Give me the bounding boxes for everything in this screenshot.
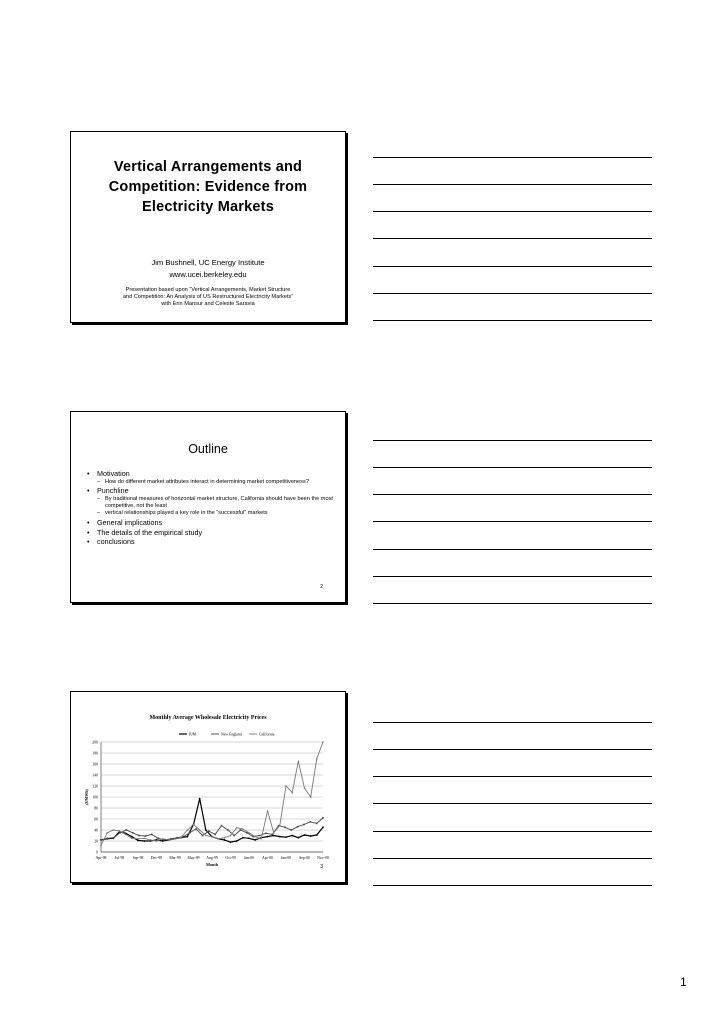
- x-tick-label: Nov-00: [317, 856, 329, 860]
- data-point: [145, 835, 147, 837]
- data-point: [195, 828, 197, 830]
- data-point: [271, 834, 273, 836]
- slide-2: [70, 411, 346, 603]
- y-tick-label: 100: [92, 795, 98, 800]
- data-point: [303, 824, 305, 826]
- data-point: [189, 832, 191, 834]
- data-point: [151, 834, 153, 836]
- data-point: [267, 810, 269, 812]
- data-point: [143, 840, 145, 842]
- slide-number: 3: [320, 864, 323, 870]
- x-tick-label: Jan-00: [243, 856, 255, 860]
- y-tick-label: 160: [92, 762, 98, 767]
- data-point: [227, 829, 229, 831]
- data-point: [162, 840, 164, 842]
- data-point: [304, 787, 306, 789]
- y-tick-label: 40: [94, 828, 98, 833]
- author-url: www.ucei.berkeley.edu: [169, 270, 247, 279]
- data-point: [157, 837, 159, 839]
- y-tick-label: 120: [92, 784, 98, 789]
- slide-1: [70, 131, 346, 323]
- page-number: 1: [680, 975, 687, 989]
- x-tick-label: Oct-99: [225, 856, 236, 860]
- data-point: [119, 832, 121, 834]
- data-point: [214, 834, 216, 836]
- bullet-implications: • General implications: [87, 518, 333, 528]
- legend-label: PJM: [189, 732, 196, 737]
- x-tick-label: Sep-98: [132, 856, 144, 860]
- sub-bullet: – By traditional measures of horizontal market structure, California should have been the most competitive, not the least: [87, 496, 333, 510]
- sub-bullet: – How do different market attributes interact in determining market competitiveness?: [87, 479, 333, 486]
- data-point: [202, 835, 204, 837]
- sub-bullet: – vertical relationships played a key role in the “successful” markets: [87, 510, 333, 517]
- outline-title: Outline: [188, 442, 228, 456]
- data-point: [284, 826, 286, 828]
- bullet-motivation: • Motivation: [87, 469, 333, 479]
- x-tick-label: Dec-98: [150, 856, 163, 860]
- data-point: [100, 839, 102, 841]
- x-tick-label: Aug-99: [206, 856, 218, 860]
- data-point: [322, 817, 324, 819]
- x-tick-label: Jul-98: [114, 856, 125, 860]
- slide-number: 2: [320, 584, 323, 590]
- y-tick-label: 20: [94, 839, 98, 844]
- slide-1-title: Vertical Arrangements and Competition: Evidence from Electricity Markets: [108, 159, 308, 215]
- y-tick-label: 180: [92, 751, 98, 756]
- price-chart: [71, 692, 347, 884]
- y-tick-label: 140: [92, 773, 98, 778]
- slide-3: [70, 691, 346, 883]
- x-tick-label: Mar-99: [169, 856, 181, 860]
- legend-label: California: [259, 732, 275, 737]
- legend-label: New England: [221, 732, 242, 737]
- bullet-punchline: • Punchline: [87, 486, 333, 496]
- data-point: [208, 830, 210, 832]
- author-name: Jim Bushnell, UC Energy Institute: [151, 258, 265, 267]
- data-point: [221, 825, 223, 827]
- x-tick-label: May-99: [187, 856, 200, 860]
- y-tick-label: 200: [92, 740, 98, 745]
- data-point: [279, 836, 281, 838]
- data-point: [107, 837, 109, 839]
- x-tick-label: Apr-98: [95, 856, 107, 860]
- data-point: [113, 837, 115, 839]
- y-tick-label: 0: [96, 850, 98, 855]
- data-point: [316, 823, 318, 825]
- data-point: [132, 832, 134, 834]
- presentation-note: Presentation based upon “Vertical Arrangements, Market Structure and Competition: An Analysis of US Restructured Electricity Markets” with Erin Mansur and Celeste Saravia: [122, 287, 294, 307]
- data-point: [259, 835, 261, 837]
- data-point: [297, 826, 299, 828]
- data-point: [310, 821, 312, 823]
- chart-title: Monthly Average Wholesale Electricity Prices: [149, 715, 267, 721]
- author-block: [71, 257, 345, 281]
- data-point: [297, 760, 299, 762]
- data-point: [310, 835, 312, 837]
- data-point: [240, 829, 242, 831]
- x-tick-label: Apr-00: [262, 856, 273, 860]
- bullet-conclusions: • conclusions: [87, 537, 333, 547]
- y-tick-label: 80: [94, 806, 98, 811]
- x-axis-label: Month: [205, 862, 219, 867]
- data-point: [265, 833, 267, 835]
- y-axis-label: ($/MWh): [84, 789, 89, 805]
- data-point: [266, 836, 268, 838]
- bullet-details: • The details of the empirical study: [87, 528, 333, 538]
- data-point: [233, 835, 235, 837]
- y-tick-label: 60: [94, 817, 98, 822]
- data-point: [126, 829, 128, 831]
- outline-list: [87, 469, 333, 547]
- data-point: [138, 835, 140, 837]
- x-tick-label: Jun-00: [280, 856, 292, 860]
- x-tick-label: Sep-00: [299, 856, 310, 860]
- data-point: [290, 829, 292, 831]
